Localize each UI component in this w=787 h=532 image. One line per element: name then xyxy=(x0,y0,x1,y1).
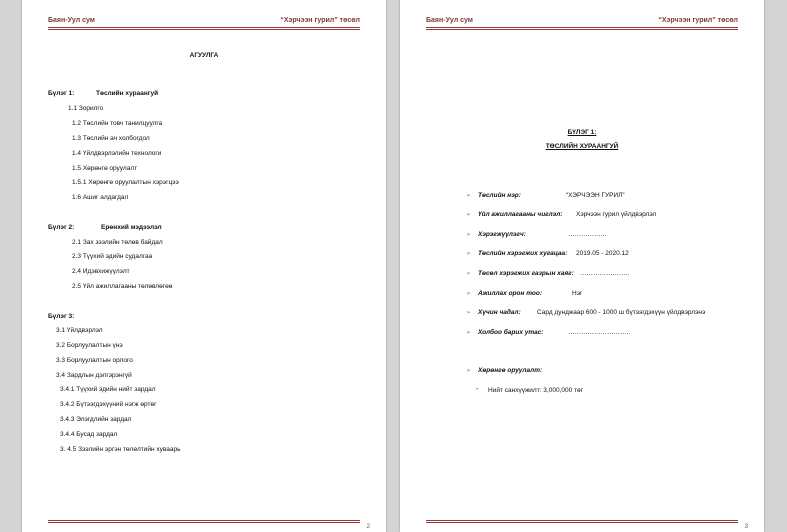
toc-item: 3.3 Борлуулалтын орлого xyxy=(56,357,133,364)
toc-item: 3.4.1 Түүхий эдийн нийт зардал xyxy=(60,386,156,393)
arrow-bullet-icon: ➢ xyxy=(466,310,472,316)
toc-item: 3.1 Үйлдвэрлэл xyxy=(56,327,103,334)
toc-item: 1.6 Ашиг алдагдал xyxy=(72,194,129,201)
chapter-title: ТӨСЛИЙН ХУРААНГУЙ xyxy=(545,143,619,150)
toc-item: 2.4 Идэвхижүүлэлт xyxy=(72,268,130,275)
field-label: Ажиллах орон тоо: xyxy=(478,290,543,297)
toc-item: 1.3 Төслийн ач холбогдол xyxy=(72,135,150,142)
document-page-2 xyxy=(22,0,386,532)
toc-item: 3.4.4 Бусад зардал xyxy=(60,431,118,438)
toc-item: 2.1 Зах зээлийн төлөв байдал xyxy=(72,239,163,246)
toc-item: 3.4 Зардлын дэлгэрэнгүй xyxy=(56,372,132,379)
toc-item: 1.4 Үйлдвэрлэлийн технологи xyxy=(72,150,162,157)
toc-item: 3. 4.5 Зээлийн эргэн төлөлтийн хуваарь xyxy=(60,446,181,453)
footer-rule xyxy=(48,522,360,523)
toc-item: 2.5 Үйл ажиллагааны төлөвлөгөө xyxy=(72,283,173,290)
field-value: ………………….. xyxy=(580,270,630,277)
field-label: Төслийн хэрэгжих хугацаа: xyxy=(478,250,568,257)
arrow-bullet-icon: ➢ xyxy=(466,251,472,257)
field-label: Хэрэгжүүлэгч: xyxy=(478,231,526,238)
investment-total: Нийт санхүүжилт: 3,000,000 төг xyxy=(488,387,583,394)
toc-chapter-1-num: Бүлэг 1: xyxy=(48,90,75,97)
field-value: 2019.05 - 2020.12 xyxy=(576,250,629,257)
page-header xyxy=(48,17,360,27)
header-rule xyxy=(48,29,360,30)
page-number: 3 xyxy=(744,524,748,530)
toc-item: 3.4.3 Элэгдлийн зардал xyxy=(60,416,132,423)
arrow-bullet-icon: ➢ xyxy=(466,232,472,238)
page-number: 2 xyxy=(366,524,370,530)
field-label: Төсөл хэрэгжих газрын хаяг: xyxy=(478,270,574,277)
header-rule xyxy=(426,29,738,30)
toc-item: 2.3 Түүхий эдийн судалгаа xyxy=(72,253,153,260)
toc-title: АГУУЛГА xyxy=(189,52,219,59)
chapter-number: БҮЛЭГ 1: xyxy=(567,129,597,136)
header-left: Баян-Уул сум xyxy=(48,17,95,24)
header-left: Баян-Уул сум xyxy=(426,17,473,24)
header-rule xyxy=(426,27,738,28)
toc-item: 1.2 Төслийн товч танилцуулга xyxy=(72,120,163,127)
toc-chapter-3-num: Бүлэг 3: xyxy=(48,313,75,320)
toc-chapter-1-title: Төслийн хураангуй xyxy=(96,90,159,97)
footer-rule xyxy=(48,520,360,521)
toc-item: 3.2 Борлуулалтын үнэ xyxy=(56,342,123,349)
dash-bullet: - xyxy=(476,386,479,393)
arrow-bullet-icon: ➢ xyxy=(466,193,472,199)
header-right: “Хэрчээн гурил” төсөл xyxy=(658,17,738,24)
field-value: ……………… xyxy=(568,231,607,238)
header-rule xyxy=(48,27,360,28)
arrow-bullet-icon: ➢ xyxy=(466,368,472,374)
field-value: “ХЭРЧЭЭН ГУРИЛ” xyxy=(566,192,625,199)
toc-item: 1.1 Зорилго xyxy=(68,105,104,112)
toc-chapter-2-num: Бүлэг 2: xyxy=(48,224,75,231)
field-value: Нэг xyxy=(572,290,583,297)
page-header xyxy=(426,17,738,27)
document-page-3 xyxy=(400,0,764,532)
arrow-bullet-icon: ➢ xyxy=(466,291,472,297)
arrow-bullet-icon: ➢ xyxy=(466,212,472,218)
field-value: ……………………….. xyxy=(568,329,631,336)
arrow-bullet-icon: ➢ xyxy=(466,271,472,277)
arrow-bullet-icon: ➢ xyxy=(466,330,472,336)
toc-chapter-2-title: Ерөнхий мэдээлэл xyxy=(101,224,162,231)
field-value: Хэрчээн гурил үйлдвэрлэл xyxy=(576,211,657,218)
field-label: Холбоо барих утас: xyxy=(478,329,544,336)
toc-item: 1.5.1 Хөрөнгө оруулалтын хэрэгцээ xyxy=(72,179,179,186)
field-label: Үйл ажиллагааны чиглэл: xyxy=(478,211,563,218)
toc-item: 1.5 Хөрөнгө оруулалт xyxy=(72,165,138,172)
field-value: Сард дунджаар 600 - 1000 ш бүтээгдэхүүн үйлдвэрлэнэ xyxy=(537,309,706,316)
field-label: Төслийн нэр: xyxy=(478,192,521,199)
footer-rule xyxy=(426,522,738,523)
header-right: “Хэрчээн гурил” төсөл xyxy=(280,17,360,24)
investment-label: Хөрөнгө оруулалт: xyxy=(478,367,543,374)
field-label: Хүчин чадал: xyxy=(478,309,521,316)
footer-rule xyxy=(426,520,738,521)
toc-item: 3.4.2 Бүтээгдэхүүний нэгж өртөг xyxy=(60,401,157,408)
